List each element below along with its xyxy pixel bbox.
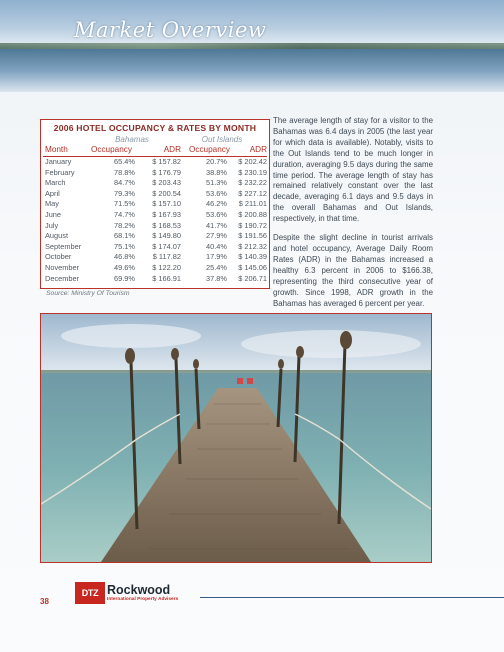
table-row xyxy=(43,157,267,168)
dock-photo-illustration xyxy=(41,314,431,562)
row-adr-bahamas: $ 157.10 xyxy=(152,199,181,209)
row-adr-out-islands: $ 232.22 xyxy=(238,178,267,188)
row-adr-out-islands: $ 191.56 xyxy=(238,231,267,241)
footer-divider xyxy=(200,597,504,598)
row-month: May xyxy=(45,199,59,209)
row-month: July xyxy=(45,220,59,230)
row-occupancy-bahamas: 84.7% xyxy=(114,178,135,188)
row-month: February xyxy=(45,167,75,177)
paragraph-2: Despite the slight decline in tourist arrivals and hotel occupancy, Average Daily Room Rates (ADR) in the Bahamas increased a healthy 6.3 percent in 2006 to $166.38, representing the third consecutive year of growth. Since 1998, ADR growth in the Bahamas has averaged 6 percent per year. xyxy=(273,233,433,308)
row-month: April xyxy=(45,188,60,198)
row-adr-bahamas: $ 203.43 xyxy=(152,178,181,188)
page-title: Market Overview xyxy=(74,18,267,42)
banner-water xyxy=(0,49,504,92)
row-adr-bahamas: $ 174.07 xyxy=(152,241,181,251)
row-occupancy-out-islands: 37.8% xyxy=(206,273,227,283)
table-row xyxy=(43,221,267,232)
row-adr-out-islands: $ 227.12 xyxy=(238,188,267,198)
dtz-rockwood-logo xyxy=(75,582,178,604)
row-adr-out-islands: $ 230.19 xyxy=(238,167,267,177)
table-title: 2006 HOTEL OCCUPANCY & RATES BY MONTH xyxy=(53,123,257,133)
row-adr-bahamas: $ 200.54 xyxy=(152,188,181,198)
header-month: Month xyxy=(45,145,68,154)
row-month: August xyxy=(45,231,69,241)
body-text xyxy=(273,116,433,317)
row-month: December xyxy=(45,273,80,283)
header-banner xyxy=(0,0,504,92)
row-month: September xyxy=(45,241,82,251)
row-adr-out-islands: $ 212.32 xyxy=(238,241,267,251)
header-adr-bahamas: ADR xyxy=(163,145,181,154)
table-row xyxy=(43,178,267,189)
row-occupancy-out-islands: 25.4% xyxy=(206,262,227,272)
table-row xyxy=(43,252,267,263)
row-occupancy-out-islands: 51.3% xyxy=(206,178,227,188)
row-month: January xyxy=(45,157,72,166)
row-occupancy-bahamas: 46.8% xyxy=(114,252,135,262)
table-source: Source: Ministry Of Tourism xyxy=(46,290,130,297)
row-adr-bahamas: $ 166.91 xyxy=(152,273,181,283)
row-occupancy-out-islands: 40.4% xyxy=(206,241,227,251)
header-adr-out-islands: ADR xyxy=(249,145,267,154)
table-header-row xyxy=(43,145,267,157)
row-occupancy-bahamas: 65.4% xyxy=(114,157,135,166)
row-occupancy-out-islands: 27.9% xyxy=(206,231,227,241)
table-row xyxy=(43,274,267,285)
dock-photo xyxy=(40,313,432,563)
region-bahamas: Bahamas xyxy=(115,135,149,144)
row-occupancy-bahamas: 79.3% xyxy=(114,188,135,198)
table-row xyxy=(43,168,267,179)
row-occupancy-bahamas: 49.6% xyxy=(114,262,135,272)
table-row xyxy=(43,263,267,274)
table-region-row xyxy=(41,135,269,145)
row-adr-out-islands: $ 206.71 xyxy=(238,273,267,283)
header-occupancy-bahamas: Occupancy xyxy=(91,145,132,154)
row-occupancy-bahamas: 69.9% xyxy=(114,273,135,283)
row-occupancy-out-islands: 46.2% xyxy=(206,199,227,209)
logo-text xyxy=(107,584,178,603)
table-row xyxy=(43,199,267,210)
page-number: 38 xyxy=(40,597,49,606)
row-occupancy-bahamas: 74.7% xyxy=(114,209,135,219)
row-adr-out-islands: $ 140.39 xyxy=(238,252,267,262)
occupancy-table xyxy=(40,119,270,289)
row-occupancy-out-islands: 20.7% xyxy=(206,157,227,166)
row-adr-bahamas: $ 168.53 xyxy=(152,220,181,230)
row-occupancy-out-islands: 17.9% xyxy=(206,252,227,262)
table-row xyxy=(43,210,267,221)
row-adr-bahamas: $ 117.82 xyxy=(152,252,181,262)
row-month: March xyxy=(45,178,66,188)
logo-tagline: International Property Advisers xyxy=(107,596,179,602)
row-adr-out-islands: $ 145.06 xyxy=(238,262,267,272)
row-adr-bahamas: $ 122.20 xyxy=(152,262,181,272)
row-occupancy-bahamas: 78.8% xyxy=(114,167,135,177)
row-adr-out-islands: $ 202.42 xyxy=(238,157,267,166)
row-adr-bahamas: $ 167.93 xyxy=(152,209,181,219)
paragraph-1: The average length of stay for a visitor to the Bahamas was 6.4 days in 2005 (the last year for which data is available). Notably, visits to the Out Islands tend to be much longer in duration, averaging 9.5 days during the same time period. The average length of stay has remained relatively constant over the last decade, averaging 6.1 days and 9.5 days in the overall Bahamas and Out Islands, respectively, in that time. xyxy=(273,116,433,224)
row-occupancy-out-islands: 41.7% xyxy=(206,220,227,230)
table-row xyxy=(43,189,267,200)
row-month: June xyxy=(45,209,62,219)
row-occupancy-out-islands: 38.8% xyxy=(206,167,227,177)
row-adr-bahamas: $ 149.80 xyxy=(152,231,181,241)
region-out-islands: Out Islands xyxy=(201,135,243,144)
row-adr-bahamas: $ 157.82 xyxy=(152,157,181,166)
table-body xyxy=(41,157,269,284)
row-occupancy-bahamas: 71.5% xyxy=(114,199,135,209)
logo-name: Rockwood xyxy=(107,582,171,597)
row-month: October xyxy=(45,252,72,262)
row-occupancy-out-islands: 53.6% xyxy=(206,209,227,219)
table-row xyxy=(43,242,267,253)
row-occupancy-out-islands: 53.6% xyxy=(206,188,227,198)
row-adr-out-islands: $ 211.01 xyxy=(238,199,267,209)
row-occupancy-bahamas: 78.2% xyxy=(114,220,135,230)
row-adr-bahamas: $ 176.79 xyxy=(152,167,181,177)
header-occupancy-out-islands: Occupancy xyxy=(189,145,230,154)
row-month: November xyxy=(45,262,80,272)
row-occupancy-bahamas: 68.1% xyxy=(114,231,135,241)
row-adr-out-islands: $ 200.88 xyxy=(238,209,267,219)
logo-mark: DTZ xyxy=(75,582,105,604)
row-adr-out-islands: $ 190.72 xyxy=(238,220,267,230)
row-occupancy-bahamas: 75.1% xyxy=(114,241,135,251)
table-row xyxy=(43,231,267,242)
